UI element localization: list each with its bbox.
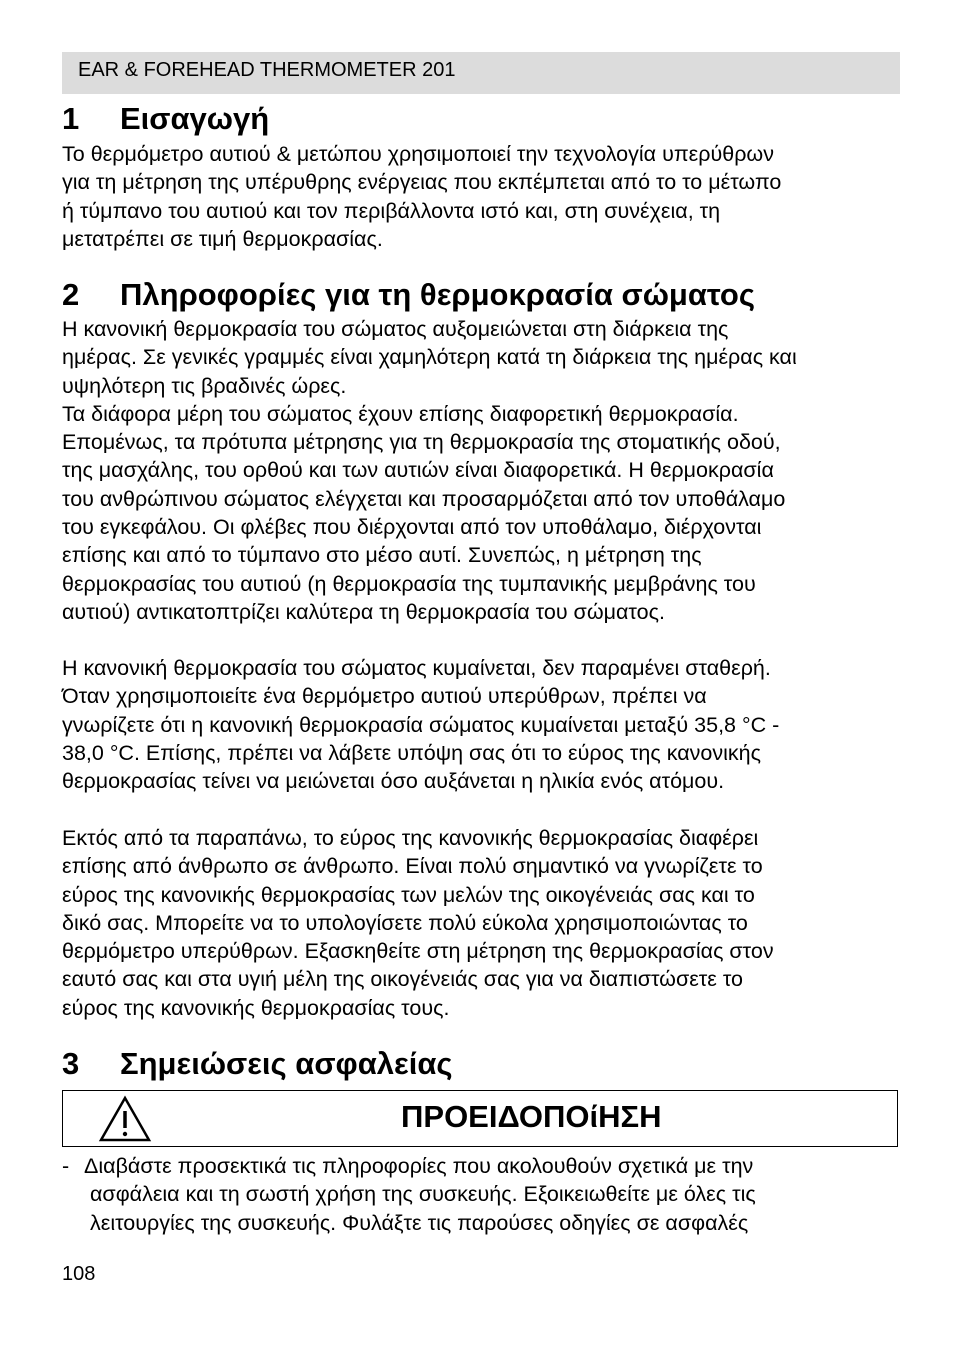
text-line: του εγκεφάλου. Οι φλέβες που διέρχονται από τον υποθάλαμο, διέρχονται: [62, 515, 762, 540]
text-line: θερμοκρασίας τείνει να μειώνεται όσο αυξάνεται η ηλικία ενός ατόμου.: [62, 769, 725, 794]
text-line: του ανθρώπινου σώματος ελέγχεται και προσαρμόζεται από τον υποθάλαμο: [62, 486, 786, 511]
text-line: Διαβάστε προσεκτικά τις πληροφορίες που ακολουθούν σχετικά με την: [84, 1154, 754, 1178]
section-1-heading: [62, 101, 269, 137]
text-line: για τη μέτρηση της υπέρυθρης ενέργειας που εκπέμπεται από το το μέτωπο: [62, 170, 782, 195]
section-2-paragraph-1: [62, 315, 912, 626]
text-line: εύρος της κανονικής θερμοκρασίας των μελών της οικογένειάς σας και το: [62, 882, 755, 907]
text-line: Όταν χρησιμοποιείτε ένα θερμόμετρο αυτιού υπερύθρων, πρέπει να: [62, 684, 707, 709]
warning-box: [62, 1090, 898, 1147]
text-line: Η κανονική θερμοκρασία του σώματος κυμαίνεται, δεν παραμένει σταθερή.: [62, 656, 771, 680]
section-number: 2: [62, 277, 80, 312]
text-line: υψηλότερη τις βραδινές ώρες.: [62, 373, 347, 398]
text-line: Επομένως, τα πρότυπα μέτρησης για τη θερμοκρασία της στοματικής οδού,: [62, 430, 781, 455]
text-line: δικό σας. Μπορείτε να το υπολογίσετε πολύ εύκολα χρησιμοποιώντας το: [62, 910, 748, 935]
text-line: γνωρίζετε ότι η κανονική θερμοκρασία σώματος κυμαίνεται μεταξύ 35,8 °C -: [62, 712, 780, 737]
section-1-paragraph-1: [62, 140, 912, 253]
text-line: λειτουργίες της συσκευής. Φυλάξτε τις παρούσες οδηγίες σε ασφαλές: [90, 1210, 749, 1235]
text-line: Η κανονική θερμοκρασία του σώματος αυξομειώνεται στη διάρκεια της: [62, 317, 729, 341]
text-line: αυτιού) αντικατοπτρίζει καλύτερα τη θερμοκρασία του σώματος.: [62, 599, 665, 624]
text-line: ή τύμπανο του αυτιού και τον περιβάλλοντα ιστό και, στη συνέχεια, τη: [62, 198, 721, 223]
section-title: Πληροφορίες για τη θερμοκρασία σώματος: [120, 277, 755, 312]
page-number: 108: [62, 1263, 96, 1285]
text-line: Τα διάφορα μέρη του σώματος έχουν επίσης διαφορετική θερμοκρασία.: [62, 401, 739, 426]
document-title: EAR & FOREHEAD THERMOMETER 201: [78, 59, 456, 81]
section-number: 1: [62, 101, 80, 136]
bullet-marker: -: [62, 1154, 70, 1178]
text-line: ασφάλεια και τη σωστή χρήση της συσκευής. Εξοικειωθείτε με όλες τις: [90, 1182, 756, 1207]
text-line: ημέρας. Σε γενικές γραμμές είναι χαμηλότερη κατά τη διάρκεια της ημέρας και: [62, 345, 797, 370]
text-line: επίσης από άνθρωπο σε άνθρωπο. Είναι πολύ σημαντικό να γνωρίζετε το: [62, 854, 763, 879]
running-header: [62, 52, 900, 94]
text-line: Το θερμόμετρο αυτιού & μετώπου χρησιμοποιεί την τεχνολογία υπερύθρων: [62, 142, 774, 166]
section-3-heading: [62, 1046, 453, 1082]
bullet-text: [84, 1152, 756, 1237]
warning-title: ΠΡΟΕΙΔΟΠΟίΗΣΗ: [401, 1099, 662, 1134]
section-title: Σημειώσεις ασφαλείας: [120, 1046, 453, 1081]
section-2-paragraph-3: [62, 824, 912, 1022]
warning-triangle-icon: [98, 1095, 152, 1143]
section-number: 3: [62, 1046, 80, 1081]
text-line: 38,0 °C. Επίσης, πρέπει να λάβετε υπόψη σας ότι το εύρος της κανονικής: [62, 740, 761, 765]
text-line: θερμοκρασίας του αυτιού (η θερμοκρασία της τυμπανικής μεμβράνης του: [62, 571, 756, 596]
section-2-paragraph-2: [62, 654, 912, 795]
text-line: Εκτός από τα παραπάνω, το εύρος της κανονικής θερμοκρασίας διαφέρει: [62, 826, 759, 850]
text-line: επίσης και από το τύμπανο στο μέσο αυτί. Συνεπώς, η μέτρηση της: [62, 543, 702, 568]
section-title: Εισαγωγή: [120, 101, 270, 136]
text-line: θερμόμετρο υπερύθρων. Εξασκηθείτε στη μέτρηση της θερμοκρασίας στον: [62, 939, 774, 964]
text-line: μετατρέπει σε τιμή θερμοκρασίας.: [62, 226, 383, 251]
text-line: της μασχάλης, του ορθού και των αυτιών είναι διαφορετικά. Η θερμοκρασία: [62, 458, 774, 483]
text-line: εαυτό σας και στα υγιή μέλη της οικογένειάς σας για να διαπιστώσετε το: [62, 967, 743, 992]
section-2-heading: [62, 277, 755, 313]
text-line: εύρος της κανονικής θερμοκρασίας τους.: [62, 995, 450, 1020]
